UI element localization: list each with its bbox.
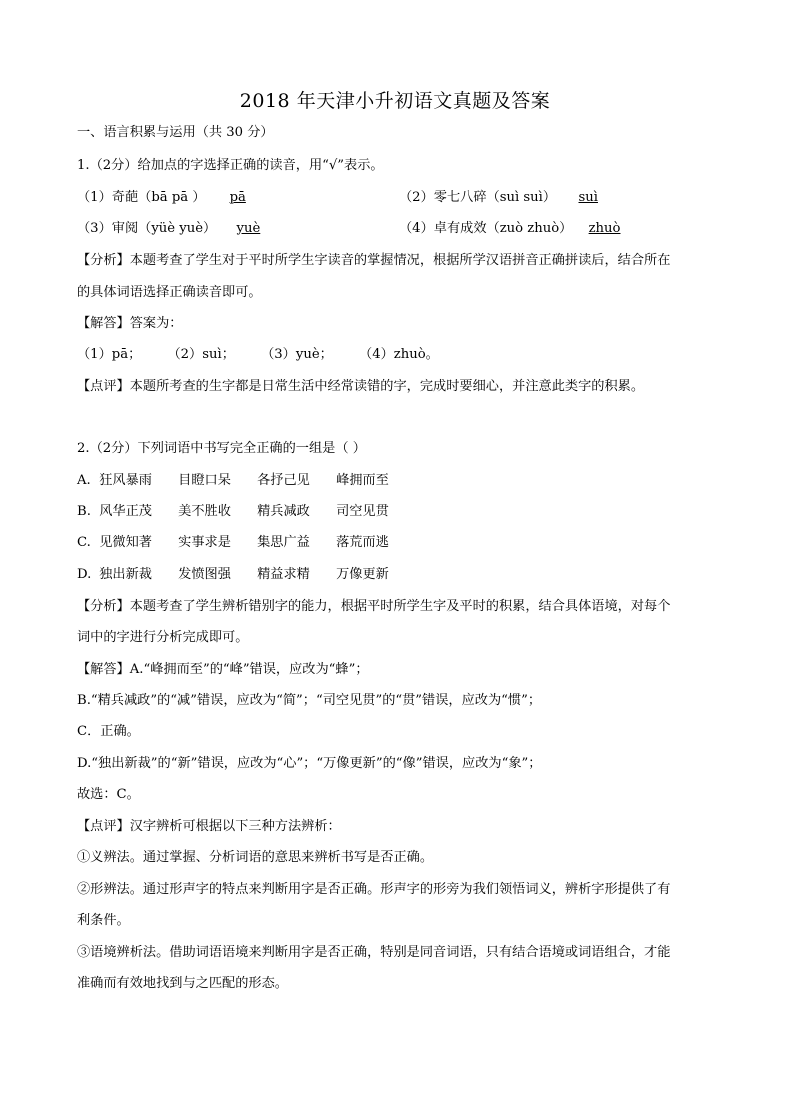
q1-answer-4: （4）zhuò。 [359, 347, 439, 362]
q2-option-c-word-2: 实事求是 [178, 535, 231, 550]
q2-method-3-line-2: 准确而有效地找到与之匹配的形态。 [77, 976, 288, 991]
q1-answer-3: （3）yuè； [261, 347, 333, 362]
q1-comment: 【点评】本题所考查的生字都是日常生活中经常读错的字，完成时要细心，并注意此类字的积累。 [77, 379, 645, 394]
q2-option-a-word-1: 狂风暴雨 [99, 473, 152, 488]
q2-method-2-line-1: ②形辨法。通过形声字的特点来判断用字是否正确。形声字的形旁为我们领悟词义，辨析字形提供了有 [77, 882, 671, 897]
q1-item-2-answer: suì [578, 190, 598, 205]
q1-answer-2: （2）suì； [167, 347, 235, 362]
page-title: 2018 年天津小升初语文真题及答案 [239, 90, 551, 112]
q2-option-d-word-1: 独出新裁 [99, 567, 152, 582]
q2-option-b-word-2: 美不胜收 [178, 504, 231, 519]
q2-solution-d: D.“独出新裁”的“新”错误，应改为“心”；“万像更新”的“像”错误，应改为“象”； [77, 756, 542, 771]
q1-item-1-answer: pā [229, 190, 246, 205]
q2-option-c-word-1: 见微知著 [99, 535, 152, 550]
q2-option-a-word-4: 峰拥而至 [336, 473, 389, 488]
q1-answer-list [77, 346, 461, 364]
q2-option-a-word-2: 目瞪口呆 [178, 473, 231, 488]
q2-option-c-word-4: 落荒而逃 [336, 535, 389, 550]
q2-option-b [77, 503, 411, 521]
q1-item-4-label: （4）卓有成效（zuò zhuò） [399, 221, 573, 236]
q2-option-d-word-3: 精益求精 [257, 567, 310, 582]
q2-choice: 故选：C。 [77, 787, 140, 802]
q2-option-b-label: B. [77, 504, 91, 519]
q1-answer-1: （1）pā； [77, 347, 142, 362]
q2-method-2-line-2: 利条件。 [77, 913, 130, 928]
question-2-stem: 2.（2分）下列词语中书写完全正确的一组是（ ） [77, 441, 366, 456]
q2-option-c [77, 534, 411, 552]
question-1-stem: 1.（2分）给加点的字选择正确的读音，用“√”表示。 [77, 158, 384, 173]
section-heading: 一、语言积累与运用（共 30 分） [77, 125, 274, 140]
q2-option-d [77, 566, 411, 584]
q2-option-a-word-3: 各抒己见 [257, 473, 310, 488]
q2-solution-b: B.“精兵减政”的“减”错误，应改为“简”；“司空见贯”的“贯”错误，应改为“惯”； [77, 693, 542, 708]
q2-analysis-line-2: 词中的字进行分析完成即可。 [77, 630, 249, 645]
q2-option-c-label: C. [77, 535, 91, 550]
q1-item-2-label: （2）零七八碎（suì suì） [399, 190, 557, 205]
q2-option-b-word-1: 风华正茂 [99, 504, 152, 519]
q2-option-d-word-2: 发愤图强 [178, 567, 231, 582]
q2-comment-heading: 【点评】汉字辨析可根据以下三种方法辨析： [77, 819, 341, 834]
q2-method-3-line-1: ③语境辨析法。借助词语语境来判断用字是否正确，特别是同音词语，只有结合语境或词语组合，才能 [77, 945, 671, 960]
q1-analysis-line-1: 【分析】本题考查了学生对于平时所学生字读音的掌握情况，根据所学汉语拼音正确拼读后，结合所在 [77, 253, 671, 268]
q1-item-4 [399, 220, 633, 238]
q2-method-1: ①义辨法。通过掌握、分析词语的意思来辨析书写是否正确。 [77, 850, 434, 865]
q1-item-1-label: （1）奇葩（bā pā ） [77, 190, 206, 205]
q1-item-3-label: （3）审阅（yüè yuè） [77, 221, 217, 236]
q2-analysis-line-1: 【分析】本题考查了学生辨析错别字的能力，根据平时所学生字及平时的积累，结合具体语境，对每个 [77, 599, 671, 614]
q2-option-b-word-3: 精兵减政 [257, 504, 310, 519]
q2-option-d-word-4: 万像更新 [336, 567, 389, 582]
q1-item-3-answer: yuè [236, 221, 261, 236]
q1-analysis-line-2: 的具体词语选择正确读音即可。 [77, 285, 262, 300]
question-1-row-1 [77, 189, 713, 207]
q2-option-a [77, 472, 411, 490]
q2-option-d-label: D. [77, 567, 92, 582]
q2-option-c-word-3: 集思广益 [257, 535, 310, 550]
q2-option-b-word-4: 司空见贯 [336, 504, 389, 519]
q1-item-2 [399, 189, 616, 207]
q2-solution-c: C．正确。 [77, 724, 140, 739]
q2-option-a-label: A. [77, 473, 91, 488]
q1-item-4-answer: zhuò [588, 221, 621, 236]
q2-solution-a: 【解答】A.“峰拥而至”的“峰”错误，应改为“蜂”； [77, 662, 369, 677]
question-1-row-2 [77, 220, 713, 238]
q1-answer-heading: 【解答】答案为： [77, 316, 183, 331]
